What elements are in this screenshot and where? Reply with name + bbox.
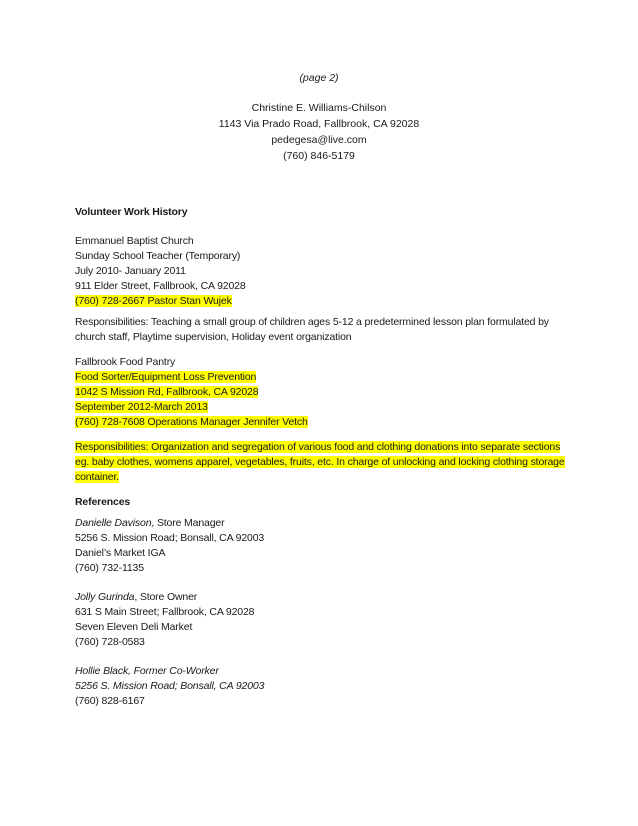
reference-1-title: , Store Manager [151,517,225,529]
job1-role: Sunday School Teacher (Temporary) [75,250,241,262]
volunteer-section-title: Volunteer Work History [75,206,188,218]
reference-2-phone: (760) 728-0583 [75,636,145,648]
job1-contact: (760) 728-2667 Pastor Stan Wujek [75,295,232,307]
candidate-address: 1143 Via Prado Road, Fallbrook, CA 92028 [218,118,420,130]
candidate-phone: (760) 846-5179 [283,150,355,162]
reference-3-address: 5256 S. Mission Road; Bonsall, CA 92003 [75,680,265,692]
reference-3-name: Hollie Black, Former Co-Worker [75,665,219,677]
reference-1 [75,516,565,576]
reference-2-business: Seven Eleven Deli Market [75,621,193,633]
reference-2-address: 631 S Main Street; Fallbrook, CA 92028 [75,606,255,618]
candidate-name: Christine E. Williams-Chilson [251,102,387,114]
job1-address: 911 Elder Street, Fallbrook, CA 92028 [75,280,246,292]
reference-1-phone: (760) 732-1135 [75,562,144,574]
reference-2 [75,590,565,650]
job2-address: 1042 S Mission Rd, Fallbrook, CA 92028 [75,386,259,398]
contact-header [0,70,638,164]
page-label: (page 2) [299,72,339,84]
candidate-email: pedegesa@live.com [271,134,367,146]
resume-body [75,205,565,709]
job1-org: Emmanuel Baptist Church [75,235,194,247]
reference-1-address: 5256 S. Mission Road; Bonsall, CA 92003 [75,532,265,544]
job1-responsibilities: Responsibilities: Teaching a small group of children ages 5-12 a predetermined lesson plan formulated by church staff, Playtime supervision, Holiday event organization [75,316,549,343]
reference-1-business: Daniel’s Market IGA [75,547,166,559]
reference-2-title: , Store Owner [134,591,198,603]
reference-1-name: Danielle Davison [75,517,152,529]
job2-role: Food Sorter/Equipment Loss Prevention [75,371,257,383]
job1-dates: July 2010- January 2011 [75,265,186,277]
reference-3-phone: (760) 828-6167 [75,695,145,707]
job2-dates: September 2012-March 2013 [75,401,208,413]
job2-org: Fallbrook Food Pantry [75,356,176,368]
volunteer-entry-1 [75,234,565,345]
reference-3 [75,664,565,709]
reference-2-name: Jolly Gurinda [75,591,135,603]
job2-contact: (760) 728-7608 Operations Manager Jennifer Vetch [75,416,308,428]
volunteer-entry-2 [75,355,565,485]
references-section-title: References [75,496,131,508]
job2-responsibilities: Responsibilities: Organization and segregation of various food and clothing donations into separate sections eg. baby clothes, womens apparel, vegetables, fruits, etc. In charge of unlocking and locking clothing storage container. [75,441,565,483]
